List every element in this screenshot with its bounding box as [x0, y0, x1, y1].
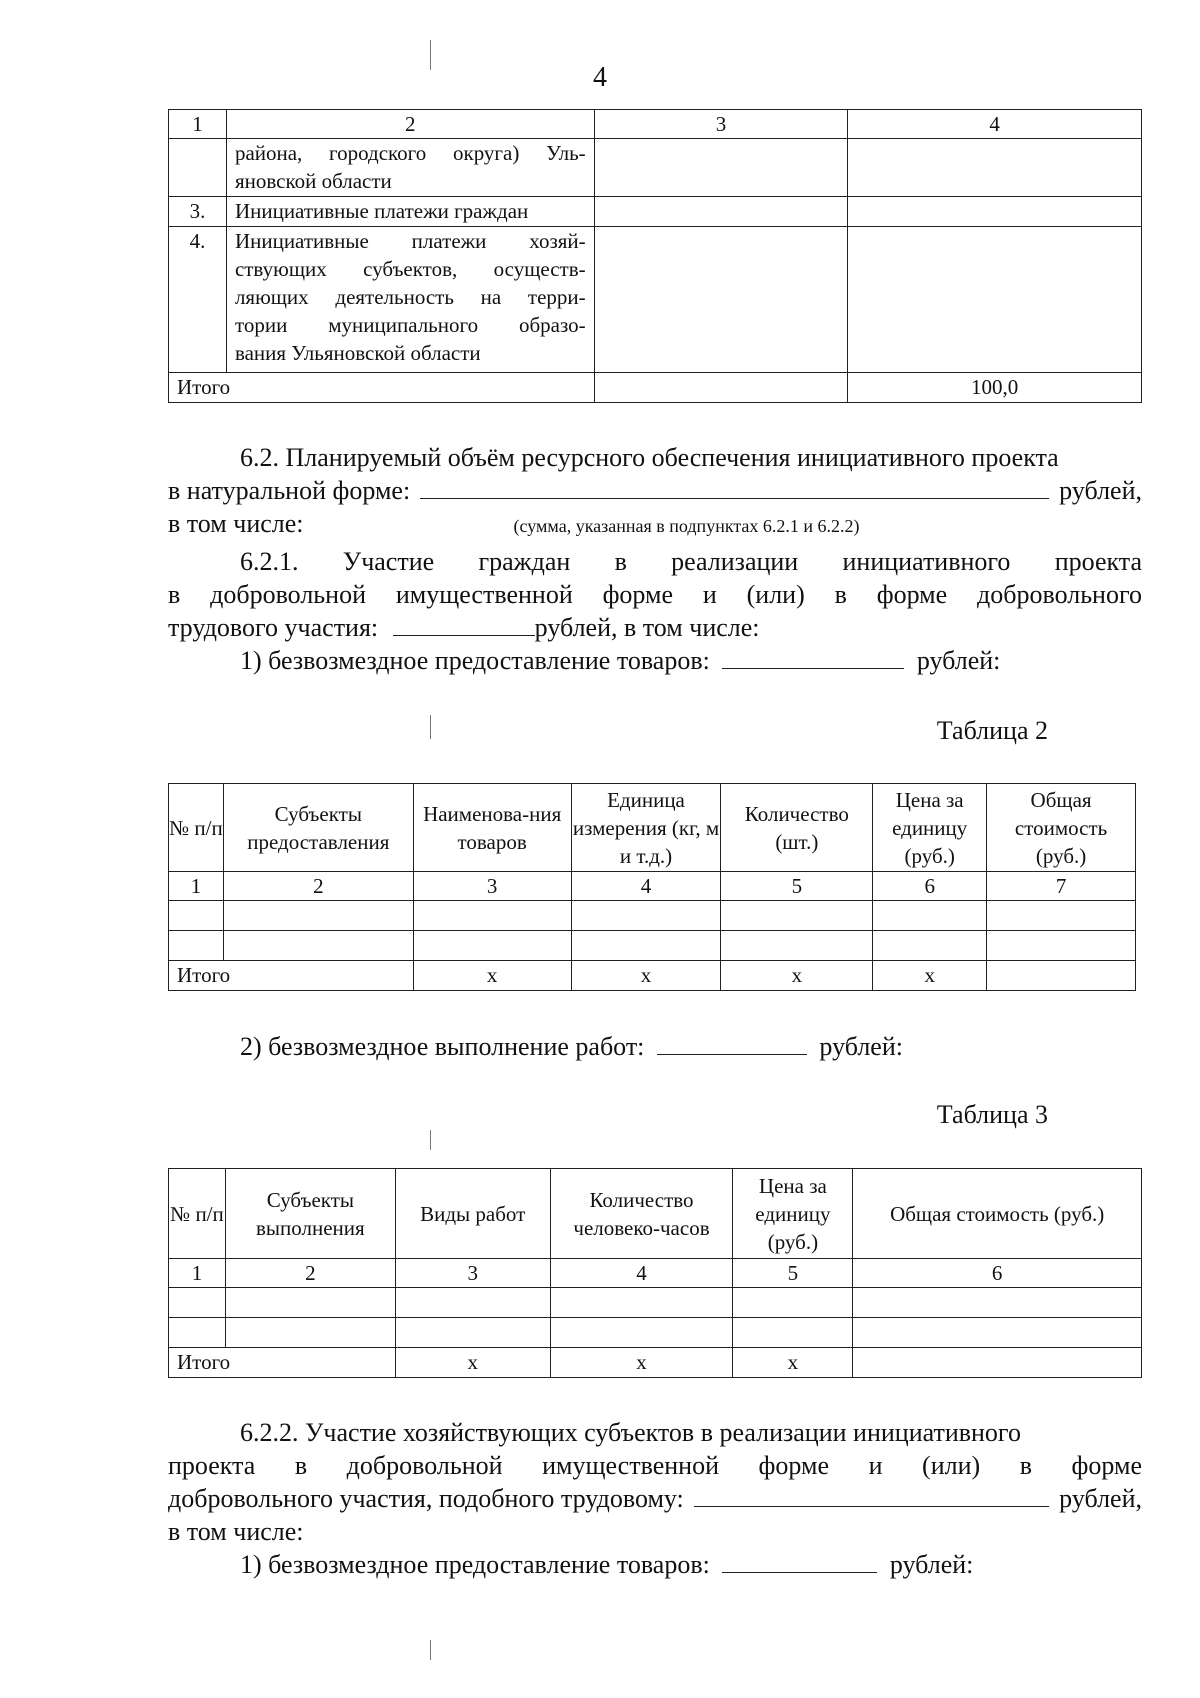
text-fragment: 2) безвозмездное выполнение работ:	[240, 1032, 645, 1061]
table1-row-text	[226, 197, 594, 227]
text-line	[168, 1482, 1142, 1515]
text-fragment: в том числе:	[168, 509, 304, 538]
table2-cell	[223, 931, 413, 961]
table1-row-text	[226, 139, 594, 197]
blank-field[interactable]	[393, 611, 535, 636]
table2-cell	[987, 961, 1136, 991]
table3-cell	[733, 1288, 853, 1318]
table1-cell	[594, 197, 848, 227]
table2-header-cell: Наименова-ния товаров	[413, 784, 571, 872]
text-fragment: в натуральной форме:	[168, 476, 411, 505]
table2-x-mark: х	[873, 961, 987, 991]
table1-cell	[848, 197, 1142, 227]
table3-cell	[169, 1288, 226, 1318]
section-6-2-2	[168, 1416, 1142, 1581]
table3-number-cell: 2	[225, 1259, 395, 1288]
text-line: проекта в добровольной имущественной форме и (или) в форме	[168, 1451, 1142, 1480]
table1-header-cell: 2	[226, 110, 594, 139]
text-line: яновской области	[234, 169, 392, 193]
table2-cell	[169, 901, 224, 931]
table3-cell	[395, 1288, 550, 1318]
table2-number-cell: 3	[413, 872, 571, 901]
text-line: ляющих деятельность на терри-	[234, 285, 586, 309]
table2-header-cell: Количество (шт.)	[721, 784, 873, 872]
table-3	[168, 1168, 1142, 1378]
text-line: ствующих субъектов, осуществ-	[234, 257, 586, 281]
table3-header-cell: Цена за единицу (руб.)	[733, 1169, 853, 1259]
table1-row-num: 4.	[169, 227, 227, 373]
table3-cell	[853, 1288, 1142, 1318]
table1-header-cell: 1	[169, 110, 227, 139]
table1-cell	[594, 227, 848, 373]
section-6-2	[168, 441, 1142, 543]
text-line: 6.2.2. Участие хозяйствующих субъектов в реализации инициативного	[240, 1418, 1021, 1447]
table2-cell	[721, 901, 873, 931]
table2-number-cell: 5	[721, 872, 873, 901]
table3-number-cell: 4	[550, 1259, 733, 1288]
table2-cell	[721, 931, 873, 961]
text-line	[168, 611, 1142, 644]
table3-cell	[395, 1318, 550, 1348]
scan-mark	[430, 715, 431, 739]
item-2-works	[240, 1030, 903, 1063]
table1-cell	[848, 139, 1142, 197]
blank-field[interactable]	[694, 1482, 1049, 1507]
table3-number-cell: 5	[733, 1259, 853, 1288]
text-line: тории муниципального образо-	[234, 313, 586, 337]
table3-header-cell: Количество человеко-часов	[550, 1169, 733, 1259]
table1-total-label: Итого	[169, 373, 595, 403]
text-fragment: рублей:	[916, 646, 1001, 675]
page-number: 4	[593, 62, 607, 93]
blank-field[interactable]	[722, 644, 904, 669]
table2-header-cell: Единица измерения (кг, м и т.д.)	[571, 784, 721, 872]
table-2-caption: Таблица 2	[936, 716, 1048, 745]
text-fragment: рублей:	[819, 1032, 903, 1061]
table2-header-cell: Цена за единицу (руб.)	[873, 784, 987, 872]
text-fragment: добровольного участия, подобного трудовому:	[168, 1484, 684, 1513]
blank-field[interactable]	[657, 1030, 807, 1055]
text-line: вания Ульяновской области	[234, 341, 481, 365]
table2-cell	[987, 901, 1136, 931]
table2-x-mark: х	[413, 961, 571, 991]
section-6-2-1	[168, 545, 1142, 677]
table2-cell	[223, 901, 413, 931]
table1-row-num: 3.	[169, 197, 227, 227]
text-line	[168, 1548, 1142, 1581]
table-3-caption: Таблица 3	[936, 1100, 1048, 1129]
scan-mark	[430, 1640, 431, 1660]
table1-total-value: 100,0	[848, 373, 1142, 403]
text-fragment: 1) безвозмездное предоставление товаров:	[240, 1550, 710, 1579]
table2-cell	[169, 931, 224, 961]
text-line	[168, 507, 1142, 543]
text-line	[168, 644, 1142, 677]
table2-cell	[413, 901, 571, 931]
table2-total-label: Итого	[169, 961, 414, 991]
table-1	[168, 109, 1142, 403]
table1-header-cell: 3	[594, 110, 848, 139]
text-fragment: рублей:	[889, 1550, 974, 1579]
table3-cell	[733, 1318, 853, 1348]
table1-row-num	[169, 139, 227, 197]
table3-number-cell: 3	[395, 1259, 550, 1288]
text-line	[168, 474, 1142, 507]
table3-number-cell: 1	[169, 1259, 226, 1288]
table3-cell	[550, 1288, 733, 1318]
table2-number-cell: 4	[571, 872, 721, 901]
table3-cell	[225, 1318, 395, 1348]
table2-header-cell: Субъекты предоставления	[223, 784, 413, 872]
scan-mark	[430, 1130, 431, 1150]
table2-x-mark: х	[571, 961, 721, 991]
table1-cell	[848, 227, 1142, 373]
table1-cell	[594, 139, 848, 197]
text-line: Инициативные платежи граждан	[234, 199, 529, 223]
text-line: 6.2.1. Участие граждан в реализации инициативного проекта	[240, 547, 1142, 576]
table-2	[168, 783, 1136, 991]
table2-cell	[873, 901, 987, 931]
table3-header-cell: Общая стоимость (руб.)	[853, 1169, 1142, 1259]
table2-header-cell: Общая стоимость (руб.)	[987, 784, 1136, 872]
text-line: Инициативные платежи хозяй-	[234, 229, 586, 253]
text-line: 6.2. Планируемый объём ресурсного обеспечения инициативного проекта	[240, 443, 1059, 472]
table2-number-cell: 1	[169, 872, 224, 901]
table1-header-cell: 4	[848, 110, 1142, 139]
table2-number-cell: 2	[223, 872, 413, 901]
table2-x-mark: х	[721, 961, 873, 991]
table3-cell	[225, 1288, 395, 1318]
table3-total-label: Итого	[169, 1348, 396, 1378]
table3-header-cell: Виды работ	[395, 1169, 550, 1259]
text-fragment: рублей, в том числе:	[534, 613, 760, 642]
table2-number-cell: 7	[987, 872, 1136, 901]
table3-x-mark: х	[395, 1348, 550, 1378]
table3-x-mark: х	[550, 1348, 733, 1378]
table2-cell	[571, 931, 721, 961]
table3-cell	[853, 1318, 1142, 1348]
table2-number-cell: 6	[873, 872, 987, 901]
table3-header-cell: № п/п	[169, 1169, 226, 1259]
table2-cell	[413, 931, 571, 961]
table2-cell	[987, 931, 1136, 961]
table2-header-cell: № п/п	[169, 784, 224, 872]
table3-header-cell: Субъекты выполнения	[225, 1169, 395, 1259]
text-fragment: рублей,	[1059, 476, 1142, 505]
table3-number-cell: 6	[853, 1259, 1142, 1288]
field-note: (сумма, указанная в подпунктах 6.2.1 и 6.2.2)	[513, 516, 860, 536]
table3-cell	[853, 1348, 1142, 1378]
table3-cell	[550, 1318, 733, 1348]
blank-field[interactable]	[420, 474, 1049, 499]
table3-cell	[169, 1318, 226, 1348]
text-fragment: 1) безвозмездное предоставление товаров:	[240, 646, 710, 675]
text-line: в том числе:	[168, 1517, 304, 1546]
text-line: района, городского округа) Уль-	[234, 141, 586, 165]
table3-x-mark: х	[733, 1348, 853, 1378]
text-fragment: рублей,	[1059, 1484, 1142, 1513]
blank-field[interactable]	[722, 1548, 877, 1573]
table1-cell	[594, 373, 848, 403]
table2-cell	[571, 901, 721, 931]
text-line: в добровольной имущественной форме и (или) в форме добровольного	[168, 580, 1142, 609]
table2-cell	[873, 931, 987, 961]
table1-row-text	[226, 227, 594, 373]
text-fragment: трудового участия:	[168, 613, 379, 642]
